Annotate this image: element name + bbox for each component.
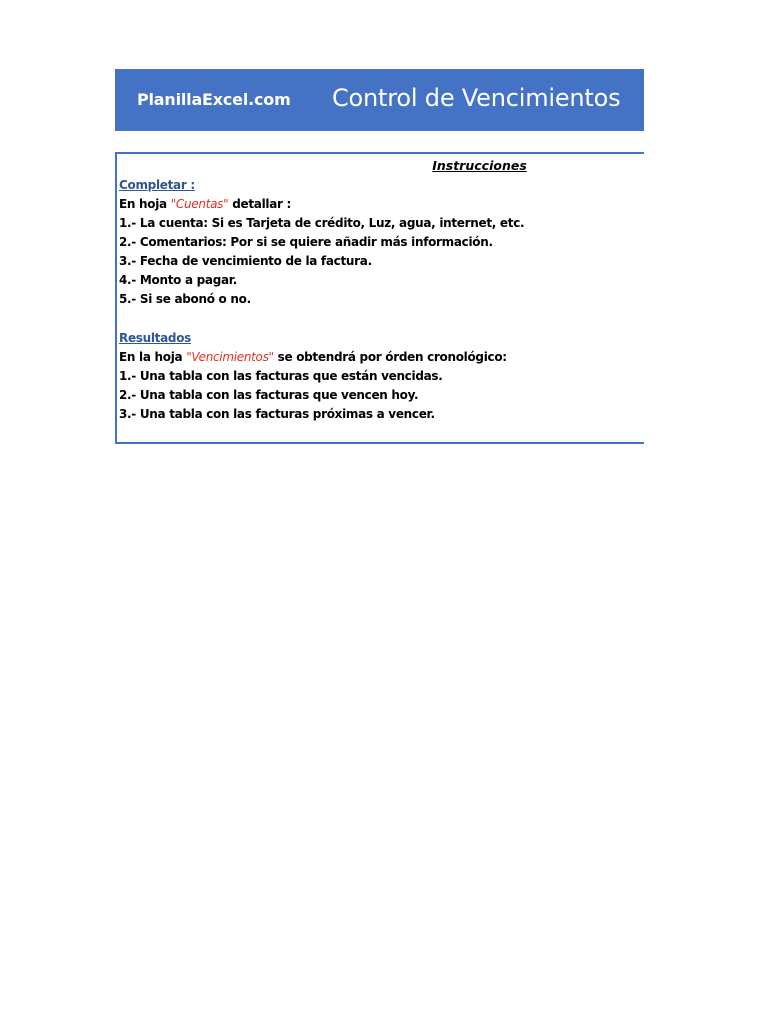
resultados-item: 1.- Una tabla con las facturas que están vencidas. <box>119 369 443 383</box>
instructions-panel <box>115 152 644 444</box>
cuentas-sheet-name: "Cuentas" <box>170 197 229 211</box>
completar-item: 2.- Comentarios: Por si se quiere añadir más información. <box>119 235 493 249</box>
completar-item: 5.- Si se abonó o no. <box>119 292 251 306</box>
completar-intro-prefix: En hoja <box>119 197 171 211</box>
completar-item: 4.- Monto a pagar. <box>119 273 237 287</box>
completar-heading: Completar : <box>119 178 195 192</box>
completar-intro-suffix: detallar : <box>228 197 291 211</box>
completar-item: 3.- Fecha de vencimiento de la factura. <box>119 254 372 268</box>
instructions-title: Instrucciones <box>432 158 527 173</box>
resultados-intro-suffix: se obtendrá por órden cronológico: <box>273 350 507 364</box>
resultados-intro <box>119 350 507 364</box>
page-title: Control de Vencimientos <box>332 84 621 112</box>
header-banner <box>115 69 644 131</box>
resultados-item: 2.- Una tabla con las facturas que vencen hoy. <box>119 388 419 402</box>
vencimientos-sheet-name: "Vencimientos" <box>186 350 274 364</box>
resultados-item: 3.- Una tabla con las facturas próximas a vencer. <box>119 407 435 421</box>
resultados-intro-prefix: En la hoja <box>119 350 187 364</box>
completar-intro <box>119 197 291 211</box>
completar-item: 1.- La cuenta: Si es Tarjeta de crédito, Luz, agua, internet, etc. <box>119 216 525 230</box>
brand-logo-text: PlanillaExcel.com <box>137 90 291 109</box>
resultados-heading: Resultados <box>119 331 191 345</box>
